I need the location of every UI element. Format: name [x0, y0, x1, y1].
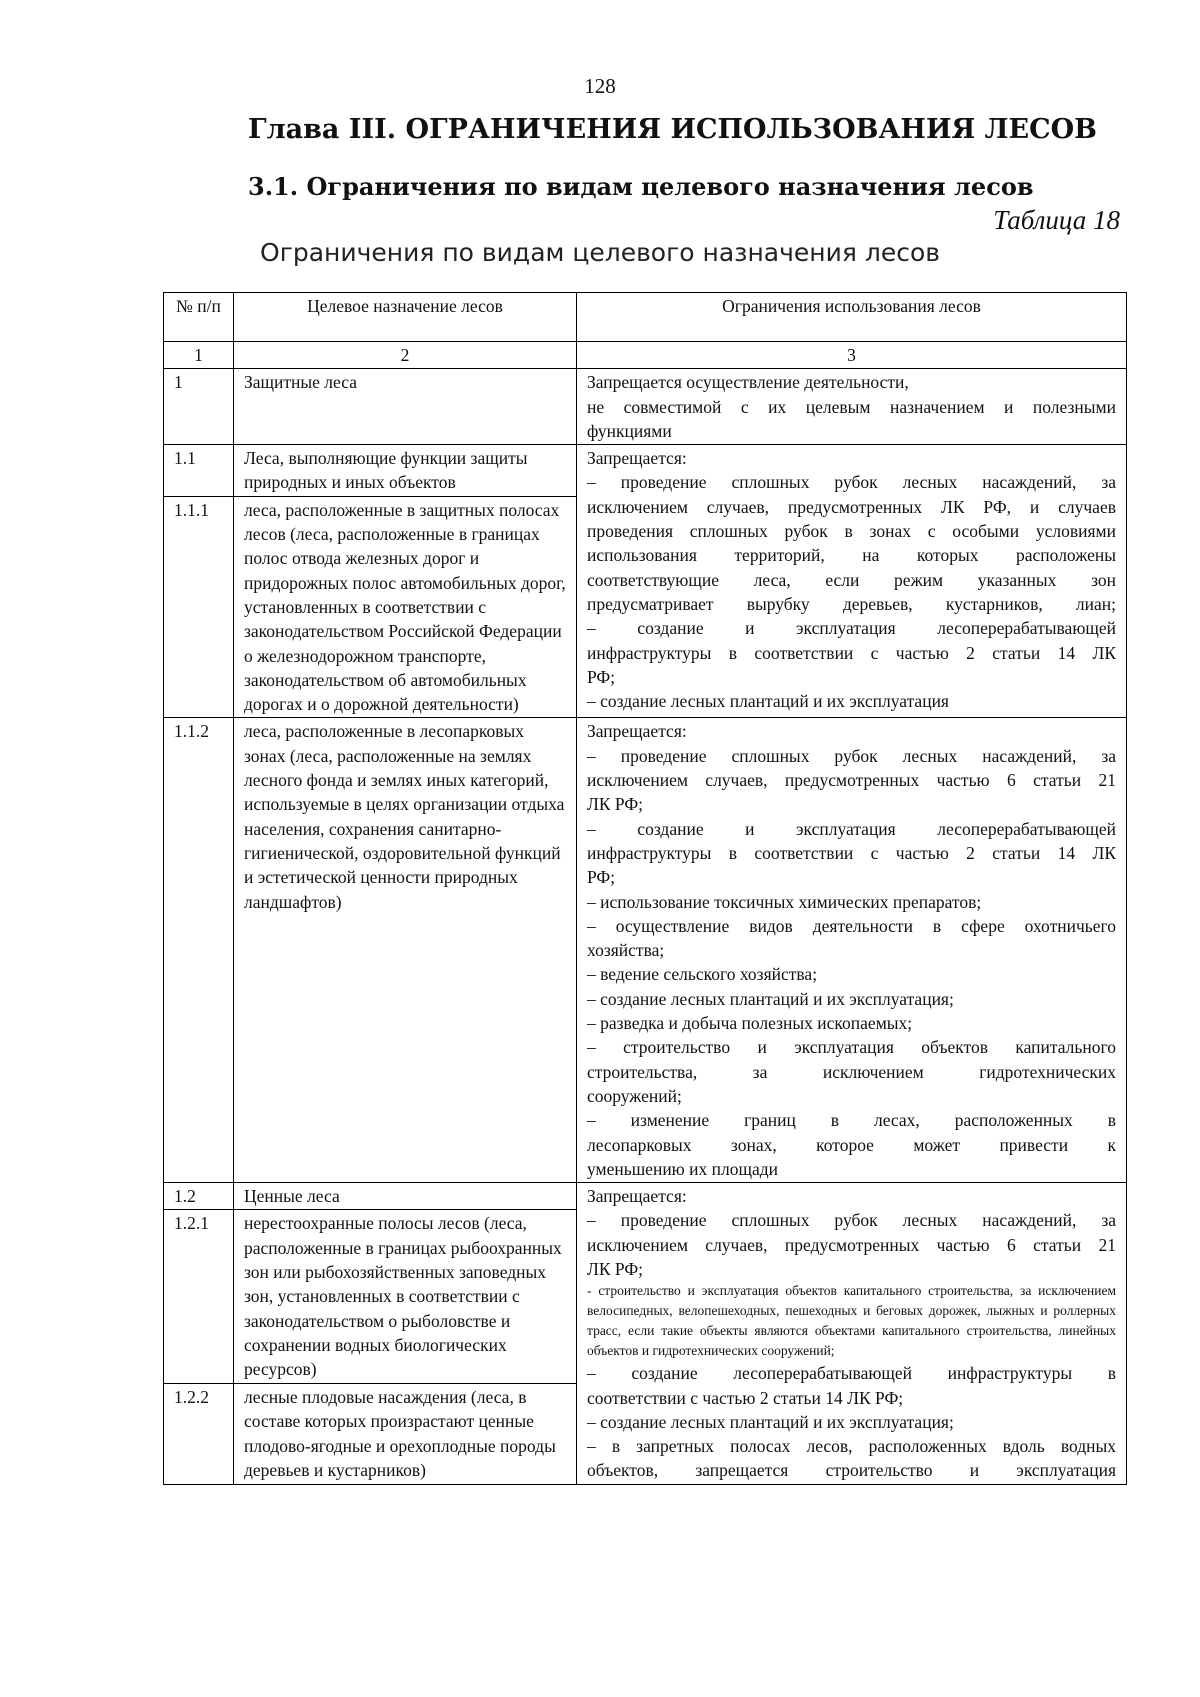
restriction-line: – создание и эксплуатация лесоперерабатывающей	[587, 618, 1116, 639]
table-title: Ограничения по видам целевого назначения лесов	[260, 238, 940, 267]
restriction-line: – осуществление видов деятельности в сфере охотничьего	[587, 915, 1116, 936]
column-number-row	[164, 342, 1127, 369]
restriction-line: хозяйства;	[587, 940, 665, 961]
row-purpose: Защитные леса	[234, 369, 577, 445]
restriction-cell	[577, 718, 1127, 1183]
restriction-line: – строительство и эксплуатация объектов капитального	[587, 1037, 1116, 1058]
restriction-line: инфраструктуры в соответствии с частью 2 статьи 14 ЛК	[587, 642, 1116, 663]
restriction-line: РФ;	[587, 867, 616, 888]
restriction-cell	[577, 369, 1127, 445]
row-purpose: лесные плодовые насаждения (леса, в составе которых произрастают ценные плодово-ягодные и орехоплодные породы деревьев и кустарников)	[234, 1384, 577, 1485]
table-row	[164, 369, 1127, 445]
restriction-line: лесопарковых зонах, которое может привести к	[587, 1134, 1116, 1155]
row-number: 1.2.1	[164, 1210, 234, 1384]
restriction-line: – использование токсичных химических препаратов;	[587, 891, 982, 912]
header-num: № п/п	[164, 293, 234, 342]
restriction-line: Запрещается:	[587, 1186, 687, 1207]
restriction-line: исключением случаев, предусмотренных частью 6 статьи 21	[587, 770, 1116, 791]
restriction-line: – в запретных полосах лесов, расположенных вдоль водных	[587, 1436, 1116, 1457]
row-number: 1.2.2	[164, 1384, 234, 1485]
restriction-line: ЛК РФ;	[587, 1258, 644, 1279]
table-row	[164, 718, 1127, 1183]
restriction-line: – создание лесных плантаций и их эксплуатация;	[587, 1411, 954, 1432]
restriction-line: – создание и эксплуатация лесоперерабатывающей	[587, 818, 1116, 839]
restriction-cell	[577, 1183, 1127, 1485]
restriction-line: Запрещается:	[587, 448, 687, 469]
restriction-line: использования территорий, на которых расположены	[587, 545, 1116, 566]
table-row	[164, 1183, 1127, 1210]
restriction-line: – изменение границ в лесах, расположенных в	[587, 1110, 1116, 1131]
chapter-title: Глава III. ОГРАНИЧЕНИЯ ИСПОЛЬЗОВАНИЯ ЛЕСОВ	[248, 114, 1097, 145]
restriction-line: – ведение сельского хозяйства;	[587, 964, 818, 985]
restriction-line: функциями	[587, 420, 672, 441]
row-purpose: Ценные леса	[234, 1183, 577, 1210]
section-title: 3.1. Ограничения по видам целевого назначения лесов	[248, 172, 1034, 201]
restrictions-table	[163, 292, 1127, 1485]
row-number: 1.1.2	[164, 718, 234, 1183]
restriction-line: – разведка и добыча полезных ископаемых;	[587, 1013, 913, 1034]
restriction-line: исключением случаев, предусмотренных частью 6 статьи 21	[587, 1234, 1116, 1255]
col-number-1: 1	[164, 342, 234, 369]
header-purpose: Целевое назначение лесов	[234, 293, 577, 342]
restriction-line: – проведение сплошных рубок лесных насаждений, за	[587, 745, 1116, 766]
restriction-line: сооружений;	[587, 1085, 682, 1106]
restriction-small-text: - строительство и эксплуатация объектов капитального строительства, за исключением велосипедных, велопешеходных, пешеходных и беговых дорожек, лыжных и роллерных трасс, если такие объекты являются объектами капитального строительства, линейных объектов и гидротехнических сооружений;	[587, 1283, 1116, 1359]
col-number-3: 3	[577, 342, 1127, 369]
restriction-line: соответствующие леса, если режим указанных зон	[587, 569, 1116, 590]
table-label: Таблица 18	[993, 205, 1120, 235]
restriction-line: – создание лесоперерабатывающей инфраструктуры в	[587, 1363, 1116, 1384]
restriction-cell	[577, 445, 1127, 718]
col-number-2: 2	[234, 342, 577, 369]
restriction-line: соответствии с частью 2 статьи 14 ЛК РФ;	[587, 1387, 904, 1408]
restriction-line: предусматривает вырубку деревьев, кустарников, лиан;	[587, 593, 1116, 614]
restriction-line: уменьшению их площади	[587, 1158, 778, 1179]
restriction-line: инфраструктуры в соответствии с частью 2 статьи 14 ЛК	[587, 842, 1116, 863]
restriction-line: Запрещается осуществление деятельности,	[587, 372, 909, 393]
page-number: 128	[584, 74, 616, 98]
row-purpose: Леса, выполняющие функции защиты природных и иных объектов	[234, 445, 577, 497]
row-purpose: леса, расположенные в лесопарковых зонах (леса, расположенные на землях лесного фонда и землях иных категорий, используемые в целях организации отдыха населения, сохранения санитарно-гигиенической, оздоровительной функций и эстетической ценности природных ландшафтов)	[234, 718, 577, 1183]
restriction-line: строительства, за исключением гидротехнических	[587, 1061, 1116, 1082]
restriction-line: ЛК РФ;	[587, 794, 644, 815]
row-number: 1.1.1	[164, 496, 234, 718]
restriction-line: РФ;	[587, 666, 616, 687]
header-restrictions: Ограничения использования лесов	[577, 293, 1127, 342]
restriction-line: проведения сплошных рубок в зонах с особыми условиями	[587, 521, 1116, 542]
restriction-line: – создание лесных плантаций и их эксплуатация	[587, 691, 949, 712]
restriction-line: – проведение сплошных рубок лесных насаждений, за	[587, 472, 1116, 493]
restriction-line: исключением случаев, предусмотренных ЛК РФ, и случаев	[587, 496, 1116, 517]
row-number: 1.1	[164, 445, 234, 497]
row-purpose: леса, расположенные в защитных полосах лесов (леса, расположенные в границах полос отвода железных дорог и придорожных полос автомобильных дорог, установленных в соответствии с законодательством Российской Федерации о железнодорожном транспорте, законодательством об автомобильных дорогах и о дорожной деятельности)	[234, 496, 577, 718]
table-row	[164, 445, 1127, 497]
restriction-line: – проведение сплошных рубок лесных насаждений, за	[587, 1210, 1116, 1231]
row-number: 1	[164, 369, 234, 445]
restriction-line: – создание лесных плантаций и их эксплуатация;	[587, 988, 954, 1009]
restriction-line: объектов, запрещается строительство и эксплуатация	[587, 1460, 1116, 1481]
table-header-row	[164, 293, 1127, 342]
row-number: 1.2	[164, 1183, 234, 1210]
restriction-line: Запрещается:	[587, 721, 687, 742]
row-purpose: нерестоохранные полосы лесов (леса, расположенные в границах рыбоохранных зон или рыбохозяйственных заповедных зон, установленных в соответствии с законодательством о рыболовстве и сохранении водных биологических ресурсов)	[234, 1210, 577, 1384]
restriction-line: не совместимой с их целевым назначением и полезными	[587, 396, 1116, 417]
